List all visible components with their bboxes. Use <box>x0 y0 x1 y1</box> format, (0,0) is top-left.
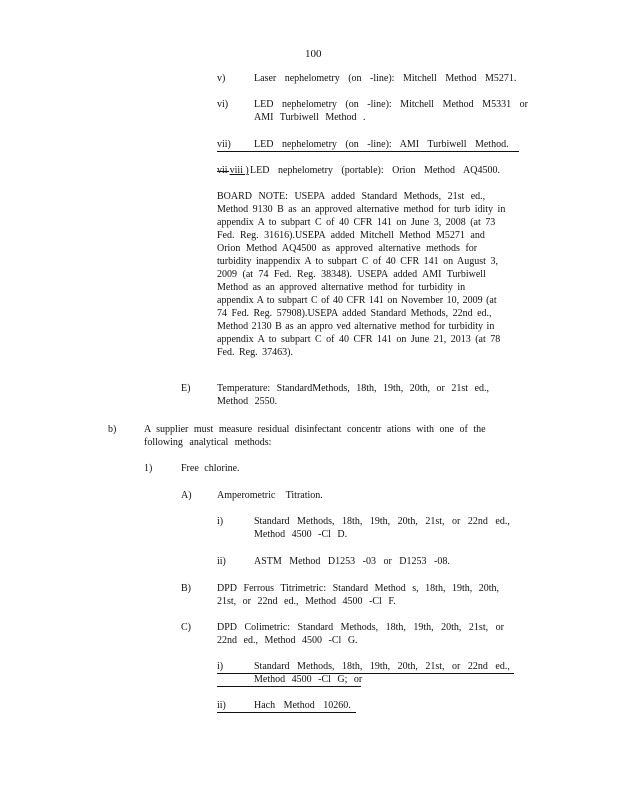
section-text: following analytical methods: <box>144 437 272 448</box>
insertion-underline <box>217 686 361 687</box>
item-label: ii) <box>217 556 226 567</box>
section-label: b) <box>108 424 117 435</box>
item-label: v) <box>217 73 226 84</box>
board-note-line: 2009 (at 74 Fed. Reg. 38348). USEPA added AMI Turbiwell <box>217 269 486 280</box>
board-note-line: appendix A to subpart C of 40 CFR 141 on June 21, 2013 (at 78 <box>217 334 501 345</box>
item-text: Hach Method 10260. <box>254 700 351 711</box>
subsection-label: 1) <box>144 463 153 474</box>
item-text: Method 2550. <box>217 396 278 407</box>
board-note-line: BOARD NOTE: USEPA added Standard Methods, 21st ed., <box>217 191 486 202</box>
board-note-line: 74 Fed. Reg. 57908).USEPA added Standard Methods, 22nd ed., <box>217 308 492 319</box>
board-note-line: appendix A to subpart C of 40 CFR 141 on November 10, 2009 (at <box>217 295 497 306</box>
board-note-line: Orion Method AQ4500 as approved alternative methods for <box>217 243 478 254</box>
board-note-line: Method as an approved alternative method for turbidity in <box>217 282 466 293</box>
struck-label: vii <box>217 165 228 176</box>
item-label: vii) <box>217 139 231 150</box>
insertion-underline <box>217 712 356 713</box>
item-label: vi) <box>217 99 229 110</box>
item-label: i) <box>217 661 224 672</box>
item-text: 21st, or 22nd ed., Method 4500 -Cl F. <box>217 596 396 607</box>
item-text: AMI Turbiwell Method . <box>254 112 366 123</box>
item-text: ASTM Method D1253 -03 or D1253 -08. <box>254 556 450 567</box>
item-text: Standard Methods, 18th, 19th, 20th, 21st, or 22nd ed., <box>254 661 510 672</box>
item-label: B) <box>181 583 191 594</box>
item-text: Standard Methods, 18th, 19th, 20th, 21st, or 22nd ed., <box>254 516 510 527</box>
board-note-line: turbidity inappendix A to subpart C of 40 CFR 141 on August 3, <box>217 256 498 267</box>
item-label: C) <box>181 622 191 633</box>
inserted-label: viii ) <box>229 165 249 176</box>
item-text: LED nephelometry (on -line): Mitchell Method M5331 or <box>254 99 528 110</box>
board-note-line: Method 2130 B as an appro ved alternative method for turbidity in <box>217 321 495 332</box>
item-text: DPD Ferrous Titrimetric: Standard Method s, 18th, 19th, 20th, <box>217 583 499 594</box>
item-label: A) <box>181 490 192 501</box>
board-note-line: Fed. Reg. 37463). <box>217 347 293 358</box>
item-text: Method 4500 -Cl G; or <box>254 674 363 685</box>
item-text: Temperature: StandardMethods, 18th, 19th, 20th, or 21st ed., <box>217 383 489 394</box>
item-label: i) <box>217 516 224 527</box>
item-text: Amperometric Titration. <box>217 490 323 501</box>
item-label: E) <box>181 383 191 394</box>
strikethrough-line <box>217 171 229 172</box>
item-label: ii) <box>217 700 226 711</box>
item-text: LED nephelometry (on -line): AMI Turbiwell Method. <box>254 139 509 150</box>
page-number: 100 <box>305 48 322 60</box>
item-text: Method 4500 -Cl D. <box>254 529 348 540</box>
insertion-underline <box>217 151 519 152</box>
item-text: 22nd ed., Method 4500 -Cl G. <box>217 635 358 646</box>
board-note-line: Method 9130 B as an approved alternative method for turb idity in <box>217 204 506 215</box>
board-note-line: Fed. Reg. 31616).USEPA added Mitchell Method M5271 and <box>217 230 485 241</box>
section-text: A supplier must measure residual disinfectant concentr ations with one of the <box>144 424 486 435</box>
item-text: Laser nephelometry (on -line): Mitchell Method M5271. <box>254 73 517 84</box>
item-text: LED nephelometry (portable): Orion Method AQ4500. <box>250 165 500 176</box>
item-text: DPD Colimetric: Standard Methods, 18th, 19th, 20th, 21st, or <box>217 622 504 633</box>
board-note-line: appendix A to subpart C of 40 CFR 141 on June 3, 2008 (at 73 <box>217 217 496 228</box>
subsection-text: Free chlorine. <box>181 463 240 474</box>
